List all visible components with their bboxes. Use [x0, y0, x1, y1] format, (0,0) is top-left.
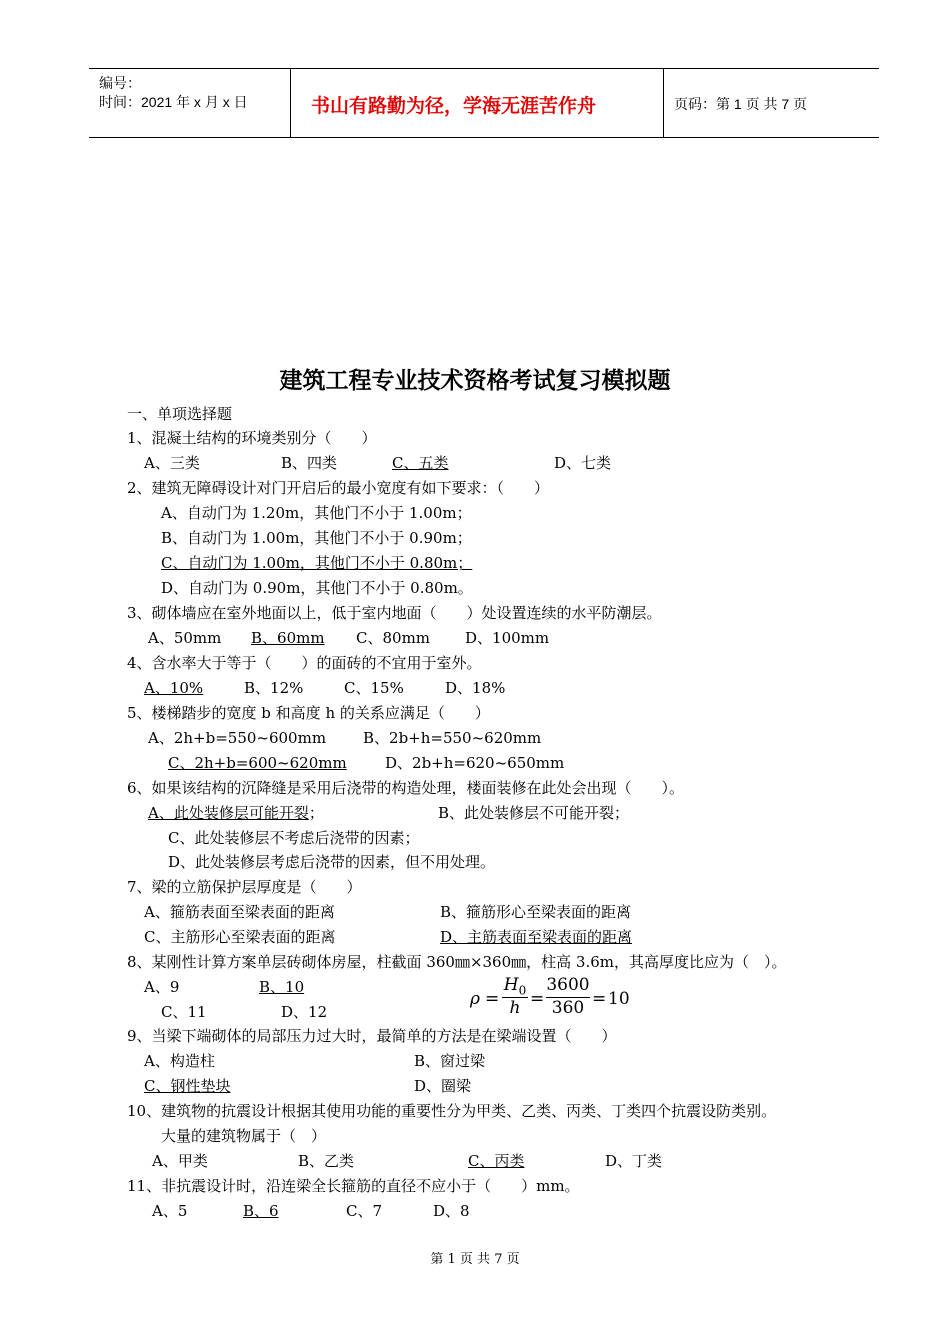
q8-option-c: C、11	[161, 1003, 207, 1021]
q7-option-b: B、箍筋形心至梁表面的距离	[440, 903, 632, 921]
q6-option-c: C、此处装修层不考虑后浇带的因素；	[168, 829, 420, 847]
q2-option-c: C、自动门为 1.00m，其他门不小于 0.80m；	[161, 554, 473, 572]
q9-option-b: B、窗过梁	[414, 1052, 486, 1070]
q5-option-a: A、2h+b=550~600mm	[148, 729, 327, 747]
header-divider	[663, 69, 664, 137]
q8-stem: 8、某刚性计算方案单层砖砌体房屋，柱截面 360㎜×360㎜，柱高 3.6m，其高厚度比应为（ ）。	[127, 953, 787, 971]
q4-option-d: D、18%	[445, 679, 506, 697]
q10-stem-continued: 大量的建筑物属于（ ）	[161, 1127, 327, 1145]
q5-option-d: D、2b+h=620~650mm	[385, 754, 565, 772]
q10-option-b: B、乙类	[298, 1152, 355, 1170]
q7-option-d: D、主筋表面至梁表面的距离	[440, 928, 633, 946]
q1-stem: 1、混凝土结构的环境类别分（ ）	[127, 429, 377, 447]
q5-stem: 5、楼梯踏步的宽度 b 和高度 h 的关系应满足（ ）	[127, 704, 490, 722]
formula-fraction-numeric	[546, 975, 590, 1020]
q4-option-a: A、10%	[144, 679, 204, 697]
q2-stem: 2、建筑无障碍设计对门开启后的最小宽度有如下要求：（ ）	[127, 479, 550, 497]
q6-option-d: D、此处装修层考虑后浇带的因素，但不用处理。	[168, 853, 496, 871]
q1-option-d: D、七类	[554, 454, 612, 472]
doc-time-label: 时间：2021 年 x 月 x 日	[99, 94, 248, 110]
q9-option-a: A、构造柱	[144, 1052, 215, 1070]
q10-option-a: A、甲类	[152, 1152, 208, 1170]
q11-option-b: B、6	[243, 1202, 279, 1220]
formula-numerator	[502, 975, 528, 997]
q8-option-a: A、9	[144, 978, 180, 996]
q2-option-d: D、自动门为 0.90m，其他门不小于 0.80m。	[161, 579, 473, 597]
q7-option-a: A、箍筋表面至梁表面的距离	[144, 903, 335, 921]
q6-option-a	[148, 804, 324, 822]
formula-equals: =	[592, 989, 607, 1009]
q9-option-c: C、钢性垫块	[144, 1077, 231, 1095]
q6-option-a-text: A、此处装修层可能开裂	[148, 804, 309, 822]
q2-option-b: B、自动门为 1.00m，其他门不小于 0.90m；	[161, 529, 472, 547]
formula-numerator-var: H	[503, 975, 519, 995]
q3-option-d: D、100mm	[465, 629, 550, 647]
formula-result: 10	[608, 989, 630, 1009]
q9-option-d: D、圈梁	[414, 1077, 472, 1095]
q4-option-c: C、15%	[344, 679, 404, 697]
doc-number-label: 编号：	[99, 75, 141, 91]
q9-stem: 9、当梁下端砌体的局部压力过大时，最简单的方法是在梁端设置（ ）	[127, 1027, 617, 1045]
q3-option-b: B、60mm	[251, 629, 325, 647]
q6-option-b: B、此处装修层不可能开裂；	[438, 804, 630, 822]
q5-option-c: C、2h+b=600~620mm	[168, 754, 347, 772]
q6-option-a-tail: ；	[308, 804, 324, 822]
q10-option-d: D、丁类	[605, 1152, 663, 1170]
q7-stem: 7、梁的立筋保护层厚度是（ ）	[127, 878, 362, 896]
header-divider	[290, 69, 291, 137]
q6-stem: 6、如果该结构的沉降缝是采用后浇带的构造处理，楼面装修在此处会出现（ ）。	[127, 779, 685, 797]
q10-stem: 10、建筑物的抗震设计根据其使用功能的重要性分为甲类、乙类、丙类、丁类四个抗震设防类别。	[127, 1102, 777, 1120]
q10-option-c: C、丙类	[468, 1152, 525, 1170]
formula-numerator-value: 3600	[546, 975, 590, 995]
formula-lhs: ρ	[470, 989, 480, 1009]
q3-option-c: C、80mm	[356, 629, 431, 647]
formula-denominator: h	[509, 998, 521, 1018]
formula-denominator-value: 360	[551, 998, 585, 1018]
header-page-label: 页码：第 1 页 共 7 页	[674, 96, 808, 112]
q11-stem: 11、非抗震设计时，沿连梁全长箍筋的直径不应小于（ ）mm。	[127, 1177, 580, 1195]
q4-option-b: B、12%	[244, 679, 304, 697]
q4-stem: 4、含水率大于等于（ ）的面砖的不宜用于室外。	[127, 654, 482, 672]
page-footer: 第 1 页 共 7 页	[430, 1252, 520, 1267]
q11-option-c: C、7	[346, 1202, 383, 1220]
q3-stem: 3、砌体墙应在室外地面以上，低于室内地面（ ）处设置连续的水平防潮层。	[127, 604, 662, 622]
section-heading: 一、单项选择题	[127, 405, 233, 423]
q11-option-d: D、8	[433, 1202, 470, 1220]
q8-option-b: B、10	[259, 978, 305, 996]
q11-option-a: A、5	[152, 1202, 188, 1220]
q1-option-c: C、五类	[392, 454, 449, 472]
q2-option-a: A、自动门为 1.20m，其他门不小于 1.00m；	[161, 504, 472, 522]
formula-equals: =	[530, 989, 545, 1009]
formula-fraction-symbolic	[502, 975, 528, 1018]
q7-option-c: C、主筋形心至梁表面的距离	[144, 928, 336, 946]
page-header	[89, 68, 879, 138]
q1-option-a: A、三类	[144, 454, 200, 472]
page-title: 建筑工程专业技术资格考试复习模拟题	[279, 368, 671, 394]
formula-numerator-sub: 0	[518, 983, 527, 998]
q8-option-d: D、12	[281, 1003, 328, 1021]
q5-option-b: B、2b+h=550~620mm	[363, 729, 542, 747]
header-motto: 书山有路勤为径，学海无涯苦作舟	[311, 95, 597, 117]
formula-equals: =	[485, 989, 500, 1009]
q1-option-b: B、四类	[281, 454, 338, 472]
q3-option-a: A、50mm	[148, 629, 222, 647]
